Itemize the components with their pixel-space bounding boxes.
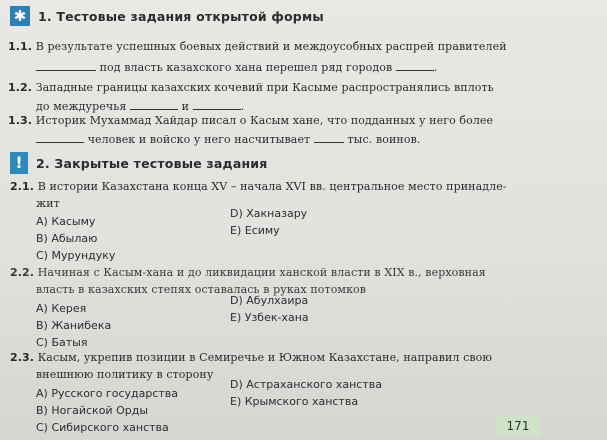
question-2-2-line-2: власть в казахских степях оставалась в руках потомков — [36, 283, 367, 296]
snowflake-icon: ✱ — [10, 6, 30, 26]
option-2-1-e[interactable]: E) Есиму — [230, 224, 280, 237]
option-2-3-a[interactable]: A) Русского государства — [36, 387, 179, 400]
answer-blank[interactable] — [36, 61, 96, 71]
question-2-2-line-1: 2.2. Начиная с Касым-хана и до ликвидации ханской власти в XIX в., верховная — [10, 266, 486, 279]
answer-blank[interactable] — [130, 100, 178, 110]
option-2-1-c[interactable]: C) Мурундуку — [36, 249, 116, 262]
section-2-title: 2. Закрытые тестовые задания — [36, 155, 268, 171]
section-1-header — [10, 6, 324, 26]
question-1-3-line-2: человек и войско у него насчитывает тыс. воинов. — [36, 133, 420, 146]
answer-blank[interactable] — [396, 61, 434, 71]
page-number: 171 — [496, 416, 540, 436]
answer-blank[interactable] — [314, 133, 344, 143]
question-1-1-line-1: 1.1. В результате успешных боевых действий и междоусобных распрей правителей — [8, 40, 507, 53]
option-2-3-d[interactable]: D) Астраханского ханства — [230, 378, 382, 391]
option-2-2-e[interactable]: E) Узбек-хана — [230, 311, 309, 324]
option-2-2-a[interactable]: A) Керея — [36, 302, 87, 315]
option-2-3-c[interactable]: C) Сибирского ханства — [36, 421, 169, 434]
question-2-3-line-2: внешнюю политику в сторону — [36, 368, 214, 381]
answer-blank[interactable] — [193, 100, 241, 110]
option-2-2-d[interactable]: D) Абулхаира — [230, 294, 309, 307]
question-1-3-line-1: 1.3. Историк Мухаммад Хайдар писал о Касым хане, что подданных у него более — [8, 114, 494, 127]
question-2-1-line-2: жит — [36, 197, 60, 210]
option-2-2-b[interactable]: B) Жанибека — [36, 319, 112, 332]
exclamation-icon: ! — [10, 152, 28, 174]
question-2-3-line-1: 2.3. Касым, укрепив позиции в Семиречье и Южном Казахстане, направил свою — [10, 351, 493, 364]
answer-blank[interactable] — [36, 133, 84, 143]
option-2-1-a[interactable]: A) Касыму — [36, 215, 96, 228]
option-2-1-b[interactable]: B) Абылаю — [36, 232, 98, 245]
option-2-2-c[interactable]: C) Батыя — [36, 336, 88, 349]
option-2-3-b[interactable]: B) Ногайской Орды — [36, 404, 149, 417]
question-1-1-line-2: под власть казахского хана перешел ряд городов . — [36, 61, 438, 74]
option-2-1-d[interactable]: D) Хакназару — [230, 207, 308, 220]
option-2-3-e[interactable]: E) Крымского ханства — [230, 395, 359, 408]
question-1-2-line-2: до междуречья и . — [36, 100, 245, 113]
question-2-1-line-1: 2.1. В истории Казахстана конца XV – начала XVI вв. центральное место принадле- — [10, 180, 507, 193]
section-1-title: 1. Тестовые задания открытой формы — [38, 8, 324, 24]
section-2-header — [10, 152, 268, 174]
question-1-2-line-1: 1.2. Западные границы казахских кочевий при Касыме распространялись вплоть — [8, 81, 494, 94]
